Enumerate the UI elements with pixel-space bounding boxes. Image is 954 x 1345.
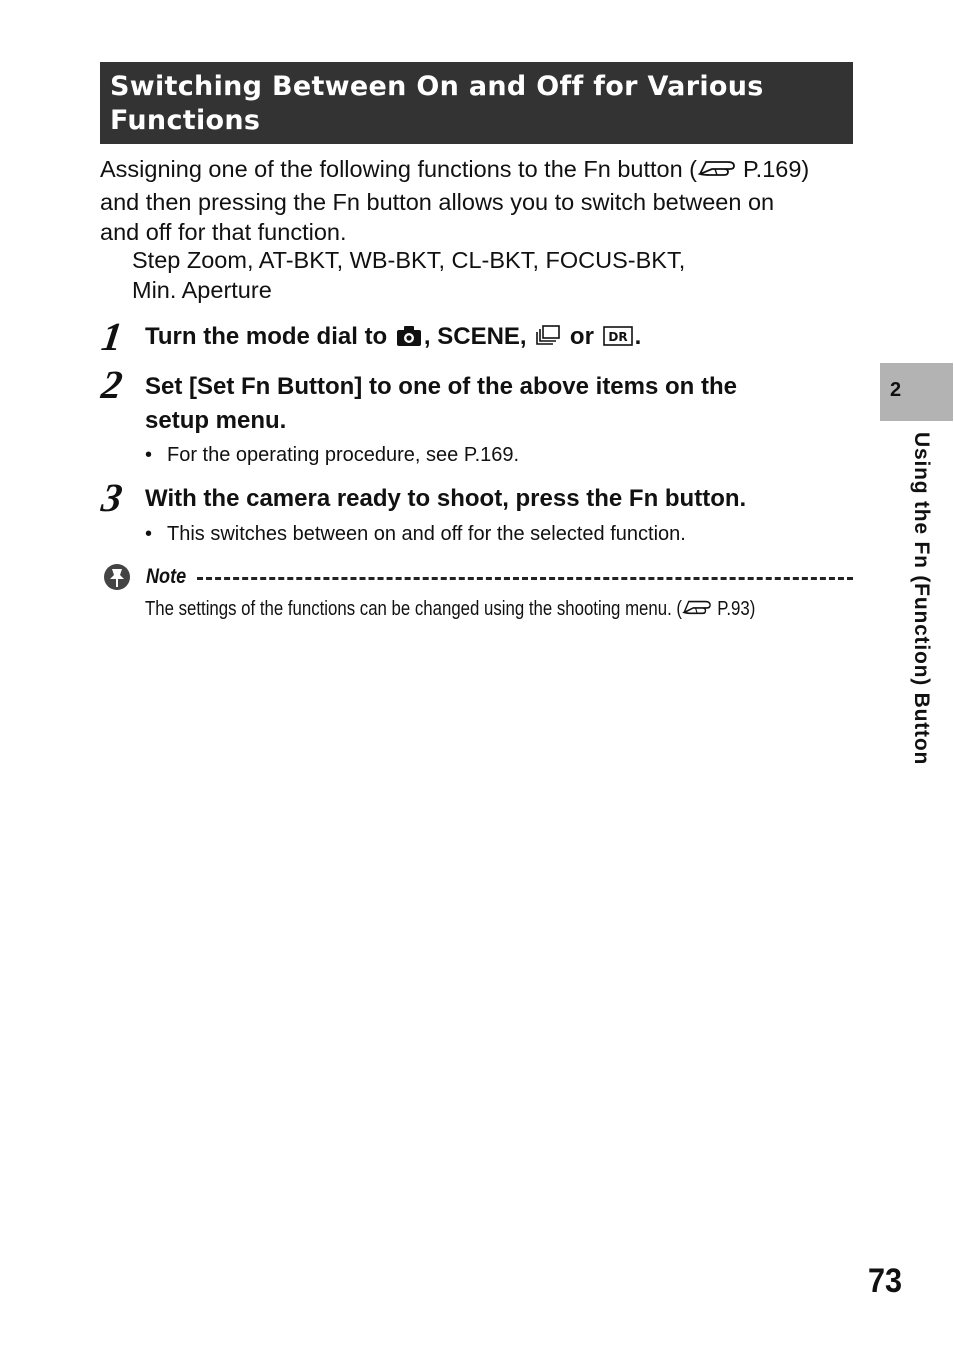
- step-2-bullet: • For the operating procedure, see P.169.: [145, 444, 520, 466]
- section-heading-line-2: Functions: [110, 105, 261, 136]
- note-body: The settings of the functions can be changed using the shooting menu. ( P.93): [145, 596, 834, 625]
- section-heading-line-1: Switching Between On and Off for Various: [110, 71, 764, 102]
- step-3-bullet: • This switches between on and off for the selected function.: [145, 523, 686, 545]
- continuous-mode-icon: [535, 323, 561, 357]
- page-reference-hand-icon: [683, 596, 717, 625]
- intro-line-1: Assigning one of the following functions to the Fn button ( P.169): [100, 154, 860, 187]
- note-divider: [197, 577, 853, 580]
- note-title: Note: [146, 565, 187, 588]
- intro-line-2: and then pressing the Fn button allows you to switch between on: [100, 189, 775, 215]
- chapter-label: Using the Fn (Function) Button: [910, 432, 933, 766]
- dr-mode-icon: [603, 323, 633, 357]
- svg-text:DR: DR: [607, 330, 628, 344]
- camera-icon: [396, 323, 422, 357]
- intro-paragraph: [100, 154, 860, 247]
- page-reference-hand-icon: [698, 156, 742, 187]
- chapter-tab: 2: [880, 363, 953, 421]
- page-number: 73: [868, 1262, 903, 1300]
- step-2-number: 2: [98, 362, 126, 407]
- intro-line-3: and off for that function.: [100, 219, 347, 245]
- function-list-line-1: Step Zoom, AT-BKT, WB-BKT, CL-BKT, FOCUS-BKT,: [132, 247, 686, 273]
- note-pin-icon: [103, 563, 131, 596]
- intro-reference: P.169): [743, 156, 810, 182]
- function-list-line-2: Min. Aperture: [132, 277, 272, 303]
- step-1-number: 1: [98, 314, 126, 359]
- step-3-text: With the camera ready to shoot, press the Fn button.: [145, 485, 747, 512]
- step-1-text: Turn the mode dial to , SCENE, or DR .: [145, 320, 845, 357]
- step-3-number: 3: [98, 475, 126, 520]
- function-list: [132, 245, 832, 305]
- section-heading: [100, 62, 853, 144]
- step-2-text: Set [Set Fn Button] to one of the above items on the setup menu.: [145, 373, 737, 434]
